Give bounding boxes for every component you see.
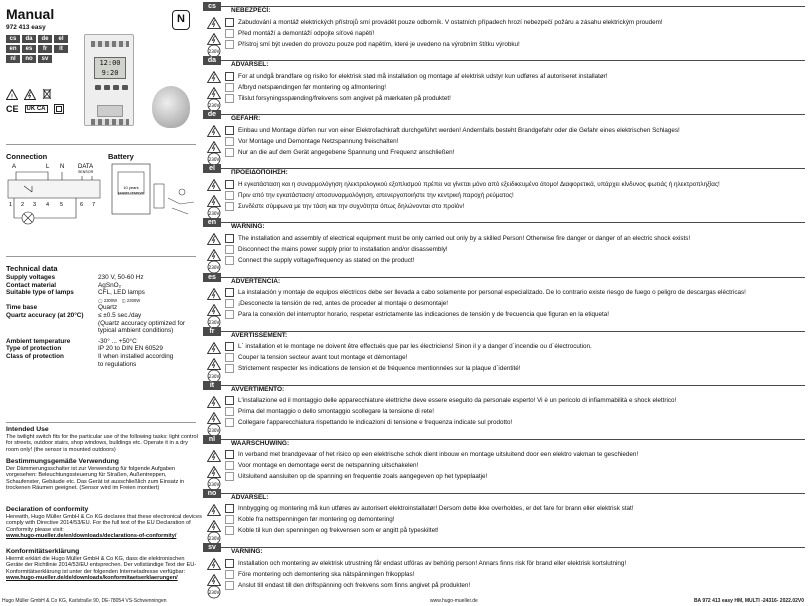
warning-item [225, 190, 803, 200]
warning-section-de [203, 110, 805, 164]
warning-text: In verband met brandgevaar of het risico op een elektrische schok dient inbouw en montage uitsluitend door een elektro vakman te geschieden! [238, 451, 639, 459]
warning-text: Collegare l'apparecchiatura rispettando le indicazioni di tensione e frequenza indicate sul prodotto! [238, 419, 513, 427]
warning-text: Před montáží a demontáží odpojte síťové napětí! [238, 29, 375, 37]
lang-tab-it[interactable]: it [203, 381, 221, 390]
bullet-box-icon [225, 472, 234, 481]
tech-row: Time base Quartz [6, 304, 118, 312]
warning-item [225, 201, 803, 211]
warning-section-el [203, 164, 805, 218]
conformity-text: Herewith, Hugo Müller GmbH & Co KG declares that these electronical devices comply with Directive 2014/53/EU. For the full text of the EU Declaration of Conformity please visit: [6, 514, 202, 533]
warning-item [225, 472, 803, 482]
bullet-box-icon [225, 40, 234, 49]
section-heading: ADVERTENCIA: [231, 277, 281, 285]
language-index [6, 35, 76, 63]
bullet-box-icon [225, 515, 234, 524]
tech-row: Quartz accuracy (at 20°C) ≤ ±0.5 sec./day [6, 311, 142, 319]
footer-docref: BA 972 413 easy HM, MULTI -24316- 2022.02V0 [693, 598, 804, 604]
section-rule [221, 114, 805, 115]
lang-badge-da[interactable]: da [22, 35, 36, 43]
warning-item [225, 580, 803, 590]
bullet-box-icon [225, 570, 234, 579]
konformitaet-block [6, 548, 202, 582]
battery-diagram [108, 162, 198, 222]
warning-item [225, 179, 803, 189]
tech-row: Class of protection II when installed according [6, 352, 174, 360]
lang-tab-da[interactable]: da [203, 56, 221, 65]
konformitaet-heading: Konformitätserklärung [6, 548, 80, 555]
section-heading: WAARSCHUWING: [231, 439, 290, 447]
battery-note-line1: 10 years [123, 185, 139, 190]
warning-section-fr [203, 327, 805, 381]
warning-item [225, 125, 803, 135]
conformity-block [6, 506, 202, 540]
warning-section-es [203, 273, 805, 327]
konformitaet-text: Hiermit erklärt die Hugo Müller GmbH & Co KG, dass die elektronischen Geräte der Richtlinie 2014/53/EU entsprechen. Der vollständige Text der EU-Konformitätserklärung ist unter der folgenden Internetadresse verfügbar: [6, 556, 197, 575]
din-rail-clip [97, 105, 123, 117]
warning-section-da [203, 56, 805, 110]
section-heading: NEBEZPEČÍ: [231, 7, 271, 14]
svg-text:230V: 230V [208, 265, 220, 271]
warning-section-cs [203, 2, 805, 56]
section-heading: ΠΡΟΕΙΔΟΠΟΙΗΣΗ: [231, 169, 288, 177]
warning-text: Vor Montage und Demontage Netzspannung freischalten! [238, 137, 399, 145]
terminal-6: 6 [80, 202, 84, 208]
warning-section-sv [203, 543, 805, 597]
bullet-box-icon [225, 191, 234, 200]
lang-tab-en[interactable]: en [203, 218, 221, 227]
lang-badge-no[interactable]: no [22, 55, 36, 63]
terminal-1: 1 [9, 202, 13, 208]
bullet-box-icon [225, 72, 234, 81]
battery-heading: Battery [108, 152, 134, 161]
warning-text: La instalación y montaje de equipos eléctricos debe ser llevada a cabo solamente por personal especializado. De lo contrario existe riesgo de fuego o peligro de descargas eléctricas! [238, 289, 746, 296]
warning-text: Η εγκατάσταση και η συναρμολόγηση ηλεκτρολογικού εξοπλισμού πρέπει να γίνεται μόνο από εξειδικευμένο άτομο! Διαφορετικά, υπάρχει κίνδυνος φωτιάς ή ηλεκτροπληξίας! [238, 180, 720, 188]
footer-address: Hugo Müller GmbH & Co KG, Karlstraße 90, DE-78054 VS-Schwenningen [2, 598, 167, 604]
warning-text: Connect the supply voltage/frequency as stated on the product! [238, 256, 415, 264]
section-heading: GEFAHR: [231, 115, 261, 123]
weee-bin-icon [42, 88, 52, 100]
lang-badge-es[interactable]: es [22, 45, 36, 53]
bullet-box-icon [225, 126, 234, 135]
lang-tab-fr[interactable]: fr [203, 327, 221, 336]
konformitaet-link[interactable]: www.hugo-mueller.de/de/downloads/konformitaetserklaerungen/ [6, 575, 178, 582]
label-data: DATA [78, 164, 94, 170]
bullet-box-icon [225, 245, 234, 254]
bullet-box-icon [225, 342, 234, 351]
warning-text: Koble til kun den spenningen og frekvensen som er angitt på typeskiltet! [238, 527, 439, 535]
lang-badge-en[interactable]: en [6, 45, 20, 53]
bullet-box-icon [225, 364, 234, 373]
battery-note-line2: power reserve [118, 190, 144, 195]
warning-item [225, 288, 803, 298]
warning-section-no [203, 489, 805, 543]
label-sensor: SENSOR [78, 170, 94, 174]
lang-badge-fr[interactable]: fr [38, 45, 52, 53]
warning-item [225, 515, 803, 525]
svg-text:230V: 230V [208, 103, 220, 109]
warning-section-it [203, 381, 805, 435]
section-heading: AVERTISSEMENT: [231, 331, 288, 339]
warning-item [225, 418, 803, 428]
bullet-box-icon [225, 559, 234, 568]
warning-triangle-icon [6, 89, 18, 100]
bullet-box-icon [225, 234, 234, 243]
warning-item [225, 82, 803, 92]
section-heading: AVVERTIMENTO: [231, 385, 285, 393]
warning-item [225, 310, 803, 320]
warning-text: Afbryd netspændingen før montering og afmontering! [238, 83, 387, 91]
device-buttons [95, 85, 128, 90]
tech-row: Supply voltages 230 V, 50-60 Hz [6, 274, 144, 281]
warning-text: Πριν από την εγκατάσταση/ αποσυναρμολόγηση, απενεργοποιήστε την κεντρική παροχή ρεύματος! [238, 191, 514, 199]
terminal-4: 4 [46, 202, 50, 208]
tech-row: Type of protection IP 20 to DIN EN 60529 [6, 345, 163, 353]
terminal-3: 3 [33, 202, 37, 208]
svg-text:230V: 230V [208, 590, 220, 595]
section-rule [221, 493, 805, 494]
tech-row: Contact material AgSnO₂ [6, 281, 122, 289]
timer-device-illustration [84, 34, 134, 126]
warning-item [225, 39, 803, 49]
section-rule [221, 6, 805, 7]
terminal-2: 2 [21, 202, 25, 208]
warning-text: L'installazione ed il montaggio delle apparecchiature elettriche deve essere eseguito da personale esperto! Vi è un pericolo di infiammabilità e shock elettrico! [238, 397, 677, 405]
warning-item [225, 71, 803, 81]
warning-section-en [203, 218, 805, 272]
warning-item [225, 407, 803, 417]
warning-text: Zabudování a montáž elektrických přístrojů smí provádět pouze odborník. V ostatních případech hrozí nebezpečí požáru a zásahu elektrickým proudem! [238, 18, 663, 26]
tech-row: Suitable type of lamps CFL, LED lamps [6, 289, 145, 297]
tech-table [6, 274, 198, 368]
section-rule [221, 277, 805, 278]
warning-text: The installation and assembly of electrical equipment must be only carried out only by a skilled Person! Otherwise fire danger or danger of an electric shock exists! [238, 234, 691, 242]
warning-text: For at undgå brandfare og risiko for elektrisk stød må installation og montage af elektrisk udstyr kun udføres af autoriseret installatør! [238, 72, 608, 80]
svg-text:230V: 230V [208, 373, 220, 379]
page-title: Manual [6, 6, 55, 22]
ce-mark: CE [6, 104, 19, 114]
divider [6, 144, 196, 145]
lang-badge-sv[interactable]: sv [38, 55, 52, 63]
warning-text: Strictement respecter les indications de tension et de fréquence mentionnées sur la plaque d´identité! [238, 365, 521, 373]
warning-item [225, 299, 803, 309]
left-column [0, 0, 200, 598]
warning-text: Före montering och demontering ska nätspänningen frikopplas! [238, 570, 415, 578]
warning-text: Anslut till endast till den driftspänning och frekvens som finns angivet på produkten! [238, 581, 471, 589]
warning-text: Couper la tension secteur avant tout montage et démontage! [238, 354, 408, 362]
warning-text: Tilslut forsyningsspænding/frekvens som angivet på mærkaten på produktet! [238, 94, 451, 102]
certification-marks [6, 104, 64, 114]
bullet-box-icon [225, 94, 234, 103]
warning-item [225, 17, 803, 27]
warning-item [225, 147, 803, 157]
warning-item [225, 93, 803, 103]
bullet-box-icon [225, 310, 234, 319]
device-display-line2: 9:20 [101, 69, 119, 77]
svg-text:230V: 230V [208, 535, 220, 541]
section-rule [221, 547, 805, 548]
bullet-box-icon [225, 581, 234, 590]
svg-text:!: ! [10, 93, 14, 100]
terminal-strip-bottom [91, 119, 129, 125]
label-a: A [12, 164, 17, 170]
divider [6, 422, 196, 423]
bullet-box-icon [225, 353, 234, 362]
ukca-mark: UK CA [26, 106, 46, 112]
warning-item [225, 244, 803, 254]
section-heading: WARNING: [231, 223, 265, 231]
lang-badge-nl[interactable]: nl [6, 55, 20, 63]
tech-row-lamp-ratings: ◯ 2300W ◫ 2300W [98, 297, 141, 303]
warning-item [225, 450, 803, 460]
bullet-box-icon [225, 83, 234, 92]
device-display [94, 57, 126, 79]
lang-badge-el[interactable]: el [54, 35, 68, 43]
lang-badge-de[interactable]: de [38, 35, 52, 43]
svg-text:230V: 230V [208, 319, 220, 325]
warning-text: Voor montage en demontage eerst de netspanning uitschakelen! [238, 462, 419, 470]
lang-badge-cs[interactable]: cs [6, 35, 20, 43]
section-heading: VARNING: [231, 548, 263, 555]
svg-text:230V: 230V [208, 49, 220, 54]
intended-use-text: The twilight switch fits for the particular use of the following tasks: light control for streets, outdoor stairs, shop windows, buildings etc. Operate it in a dry room only! (the sensor is mounted outdoors) [6, 434, 198, 453]
bullet-box-icon [225, 29, 234, 38]
warning-text: Koble fra nettspenningen før montering og demontering! [238, 516, 395, 524]
bullet-box-icon [225, 407, 234, 416]
product-code: 972 413 easy [6, 24, 46, 31]
warning-text: Uitsluitend aansluiten op de spanning en frequentie zoals aangegeven op het typeplaatje! [238, 473, 488, 481]
bestimmung-heading: Bestimmungsgemäße Verwendung [6, 458, 119, 465]
warning-item [225, 342, 803, 352]
warning-item [225, 558, 803, 568]
divider [6, 256, 196, 257]
warning-text: Para la conexión del interruptor horario, respetar estrictamente las indicaciones de tensión y de frecuencia que figuran en la etiqueta! [238, 311, 610, 318]
section-heading: ADVARSEL: [231, 61, 269, 69]
section-rule [221, 439, 805, 440]
label-l: L [46, 164, 50, 170]
device-display-line1: 12:00 [99, 59, 121, 67]
bestimmung-text: Der Dämmerungsschalter ist zur Verwendung für folgende Aufgaben vorgesehen: Beleuchtungssteuerung für Straßen, Außentreppen, Schaufenster, Gebäude etc. Das Gerät ist ausschließlich zum Einsatz in trockenen Räumen geeignet. (Sensor wird im Freien montiert) [6, 466, 185, 492]
warning-text: Disconnect the mains power supply prior to installation and/or disassembly! [238, 245, 448, 253]
bullet-box-icon [225, 526, 234, 535]
lang-tab-de[interactable]: de [203, 110, 221, 119]
bullet-box-icon [225, 180, 234, 189]
section-rule [221, 168, 805, 169]
warning-item [225, 461, 803, 471]
section-rule [221, 331, 805, 332]
section-rule [221, 60, 805, 61]
warning-item [225, 353, 803, 363]
double-insulation-icon [54, 104, 64, 114]
warning-text: Συνδέστε σύμφωνα με την τάση και την συχνότητα όπως δηλώνονται στο προϊόν! [238, 202, 465, 210]
bullet-box-icon [225, 396, 234, 405]
bullet-box-icon [225, 299, 234, 308]
warning-text: Prima del montaggio o dello smontaggio scollegare la tensione di rete! [238, 408, 435, 416]
svg-text:230V: 230V [208, 427, 220, 433]
bullet-box-icon [225, 256, 234, 265]
lang-tab-sv[interactable]: sv [203, 543, 221, 552]
intended-use-block [6, 426, 202, 453]
safety-symbols [6, 88, 52, 100]
warning-item [225, 526, 803, 536]
warning-text: Innbygging og montering må kun utføres av autorisert elektroinstallatør! Dersom dette ikke overholdes, er det fare for brann eller elektrisk stat! [238, 505, 634, 513]
section-rule [221, 385, 805, 386]
warning-text: Nur an die auf dem Gerät angegebene Spannung und Frequenz anschließen! [238, 148, 455, 156]
warning-item [225, 504, 803, 514]
intended-use-heading: Intended Use [6, 426, 49, 433]
tech-row: (Quartz accuracy optimized for [98, 319, 186, 327]
warning-item [225, 136, 803, 146]
warning-item [225, 364, 803, 374]
lang-tab-nl[interactable]: nl [203, 435, 221, 444]
tech-row: Ambient temperature -30° ... +50°C [6, 337, 137, 345]
warning-text: L´ installation et le montage ne doivent être effectués que par les électriciens! Sinon il y a danger d´incendie ou d´électrocution. [238, 343, 592, 351]
terminal-5: 5 [60, 202, 64, 208]
warning-text: Einbau und Montage dürfen nur von einer Elektrofachkraft durchgeführt werden! Andernfalls besteht Brandgefahr oder die Gefahr eines elektrischen Schlages! [238, 126, 680, 134]
bullet-box-icon [225, 418, 234, 427]
bestimmung-block [6, 458, 202, 492]
nfc-icon: N [172, 10, 190, 30]
terminal-strip-top [91, 41, 129, 47]
warning-item [225, 569, 803, 579]
shock-hazard-icon [24, 89, 36, 100]
warning-text: ¡Desconecte la tensión de red, antes de proceder al montaje o desmontaje! [238, 300, 449, 307]
warning-item [225, 233, 803, 243]
conformity-link[interactable]: www.hugo-mueller.de/en/downloads/declarations-of-conformity/ [6, 533, 177, 540]
bullet-box-icon [225, 504, 234, 513]
lang-tab-no[interactable]: no [203, 489, 221, 498]
lang-badge-it[interactable]: it [54, 45, 68, 53]
warning-text: Přístroj smí být uveden do provozu pouze pod napětím, které je uvedeno na výrobním štítku výrobku! [238, 40, 520, 48]
lang-tab-es[interactable]: es [203, 273, 221, 282]
terminal-7: 7 [92, 202, 96, 208]
bullet-box-icon [225, 450, 234, 459]
bullet-box-icon [225, 148, 234, 157]
section-rule [221, 222, 805, 223]
warning-section-nl [203, 435, 805, 489]
tech-heading: Technical data [6, 264, 58, 273]
label-n: N [60, 164, 65, 170]
bullet-box-icon [225, 18, 234, 27]
lang-tab-cs[interactable]: cs [203, 2, 221, 11]
lang-tab-el[interactable]: el [203, 164, 221, 173]
connection-diagram [6, 162, 104, 234]
svg-text:230V: 230V [208, 211, 220, 217]
tech-row: typical ambient conditions) [98, 327, 174, 335]
bullet-box-icon [225, 288, 234, 297]
section-heading: ADVARSEL: [231, 493, 269, 501]
warning-item [225, 396, 803, 406]
bullet-box-icon [225, 461, 234, 470]
warning-item [225, 28, 803, 38]
bullet-box-icon [225, 137, 234, 146]
connection-heading: Connection [6, 152, 48, 161]
warning-item [225, 255, 803, 265]
footer-web[interactable]: www.hugo-mueller.de [430, 598, 478, 604]
svg-text:230V: 230V [208, 157, 220, 163]
bullet-box-icon [225, 202, 234, 211]
conformity-heading: Declaration of conformity [6, 506, 89, 513]
voltage-rating-icon [207, 585, 223, 604]
tech-row: to regulations [98, 360, 137, 368]
light-sensor-illustration [152, 86, 190, 128]
svg-text:230V: 230V [208, 481, 220, 487]
warning-text: Installation och montering av elektrisk utrustning får endast utföras av behörig person! Annars finns risk för brand eller elektrisk kortslutning! [238, 559, 627, 567]
